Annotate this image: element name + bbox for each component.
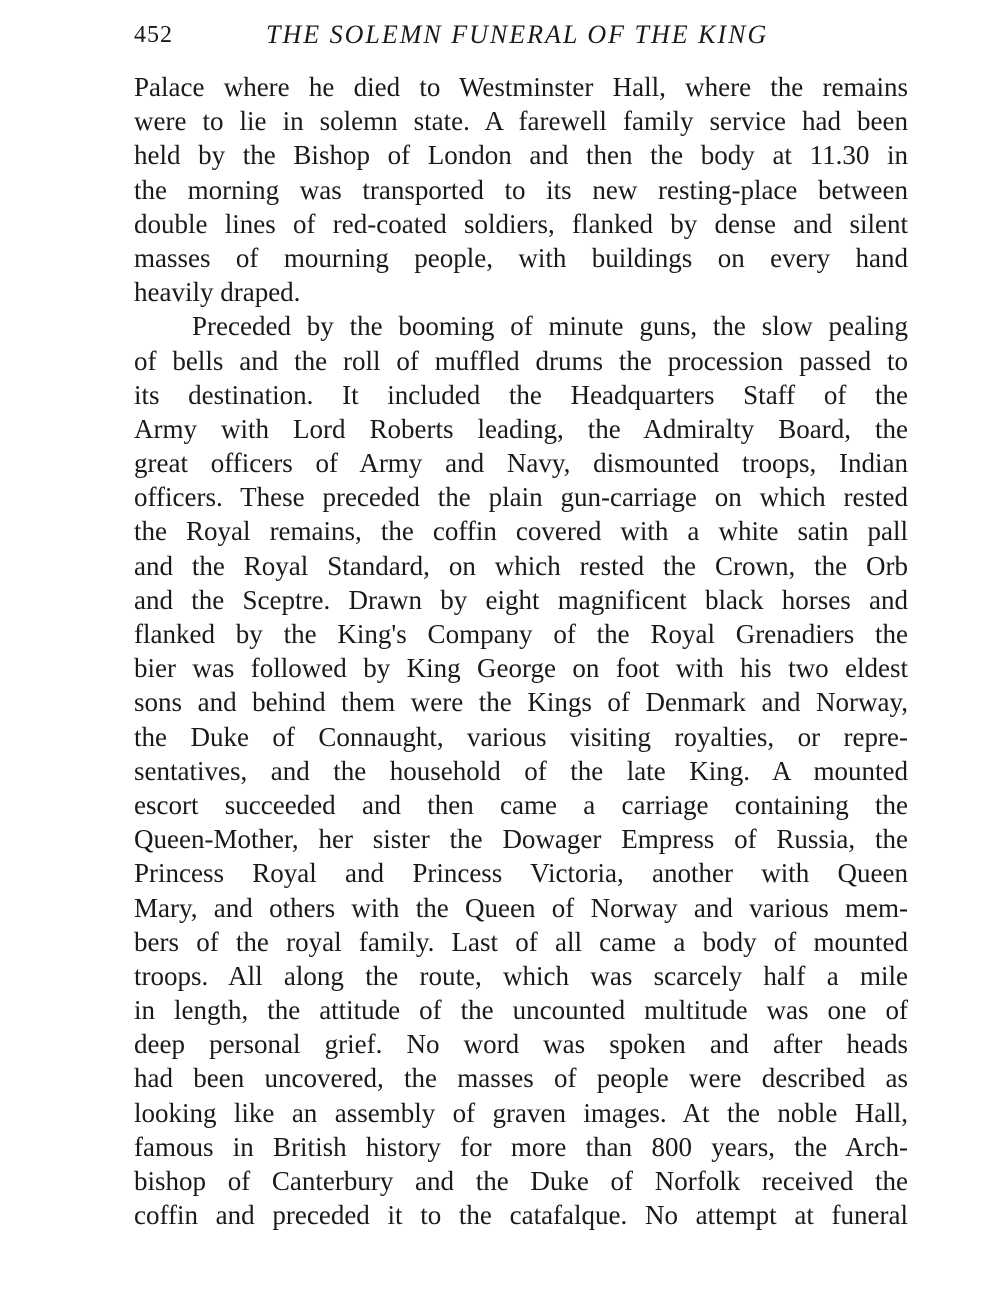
text-line: sons and behind them were the Kings of Denmark and Norway, [134,687,908,718]
text-line: famous in British history for more than 800 years, the Arch- [134,1131,908,1162]
text-line: had been uncovered, the masses of people were described as [134,1063,908,1094]
text-line: of bells and the roll of muffled drums the procession passed to [134,345,908,376]
text-line: bers of the royal family. Last of all came a body of mounted [134,926,908,957]
text-line: Princess Royal and Princess Victoria, another with Queen [134,858,908,889]
text-line: Mary, and others with the Queen of Norway and various mem- [134,892,908,923]
text-line: bier was followed by King George on foot with his two eldest [134,653,908,684]
text-line: flanked by the King's Company of the Royal Grenadiers the [134,619,908,649]
running-title: THE SOLEMN FUNERAL OF THE KING [266,20,769,49]
text-line: officers. These preceded the plain gun-carriage on which rested [134,482,908,513]
text-line: the morning was transported to its new resting-place between [134,174,908,205]
text-line: escort succeeded and then came a carriage containing the [134,789,908,820]
text-line: Army with Lord Roberts leading, the Admiralty Board, the [134,413,908,444]
paragraph-last-line: heavily draped. [134,277,301,308]
text-line: the Duke of Connaught, various visiting royalties, or repre- [134,721,908,752]
body-text [134,70,908,1232]
text-line: its destination. It included the Headquarters Staff of the [134,379,908,410]
text-line: great officers of Army and Navy, dismounted troops, Indian [134,448,908,479]
text-line: masses of mourning people, with buildings on every hand [134,242,908,273]
text-line: sentatives, and the household of the late King. A mounted [134,755,908,786]
text-line: were to lie in solemn state. A farewell family service had been [134,106,908,137]
text-line: and the Royal Standard, on which rested the Crown, the Orb [134,550,908,581]
running-head [134,18,908,54]
text-line: Palace where he died to Westminster Hall, where the remains [134,72,908,102]
text-line: deep personal grief. No word was spoken and after heads [134,1029,908,1060]
paragraph-first-line: Preceded by the booming of minute guns, the slow pealing [192,311,908,342]
text-line: the Royal remains, the coffin covered with a white satin pall [134,516,908,547]
text-line: double lines of red-coated soldiers, flanked by dense and silent [134,208,908,239]
text-line: looking like an assembly of graven images. At the noble Hall, [134,1097,908,1128]
text-line: Queen-Mother, her sister the Dowager Empress of Russia, the [134,824,908,855]
text-line: in length, the attitude of the uncounted multitude was one of [134,995,908,1026]
text-line: coffin and preceded it to the catafalque. No attempt at funeral [134,1200,908,1231]
text-line: held by the Bishop of London and then the body at 11.30 in [134,140,908,171]
text-line: and the Sceptre. Drawn by eight magnificent black horses and [134,584,908,615]
text-line: troops. All along the route, which was scarcely half a mile [134,960,908,991]
text-line: bishop of Canterbury and the Duke of Norfolk received the [134,1166,908,1196]
page-number: 452 [134,22,173,48]
